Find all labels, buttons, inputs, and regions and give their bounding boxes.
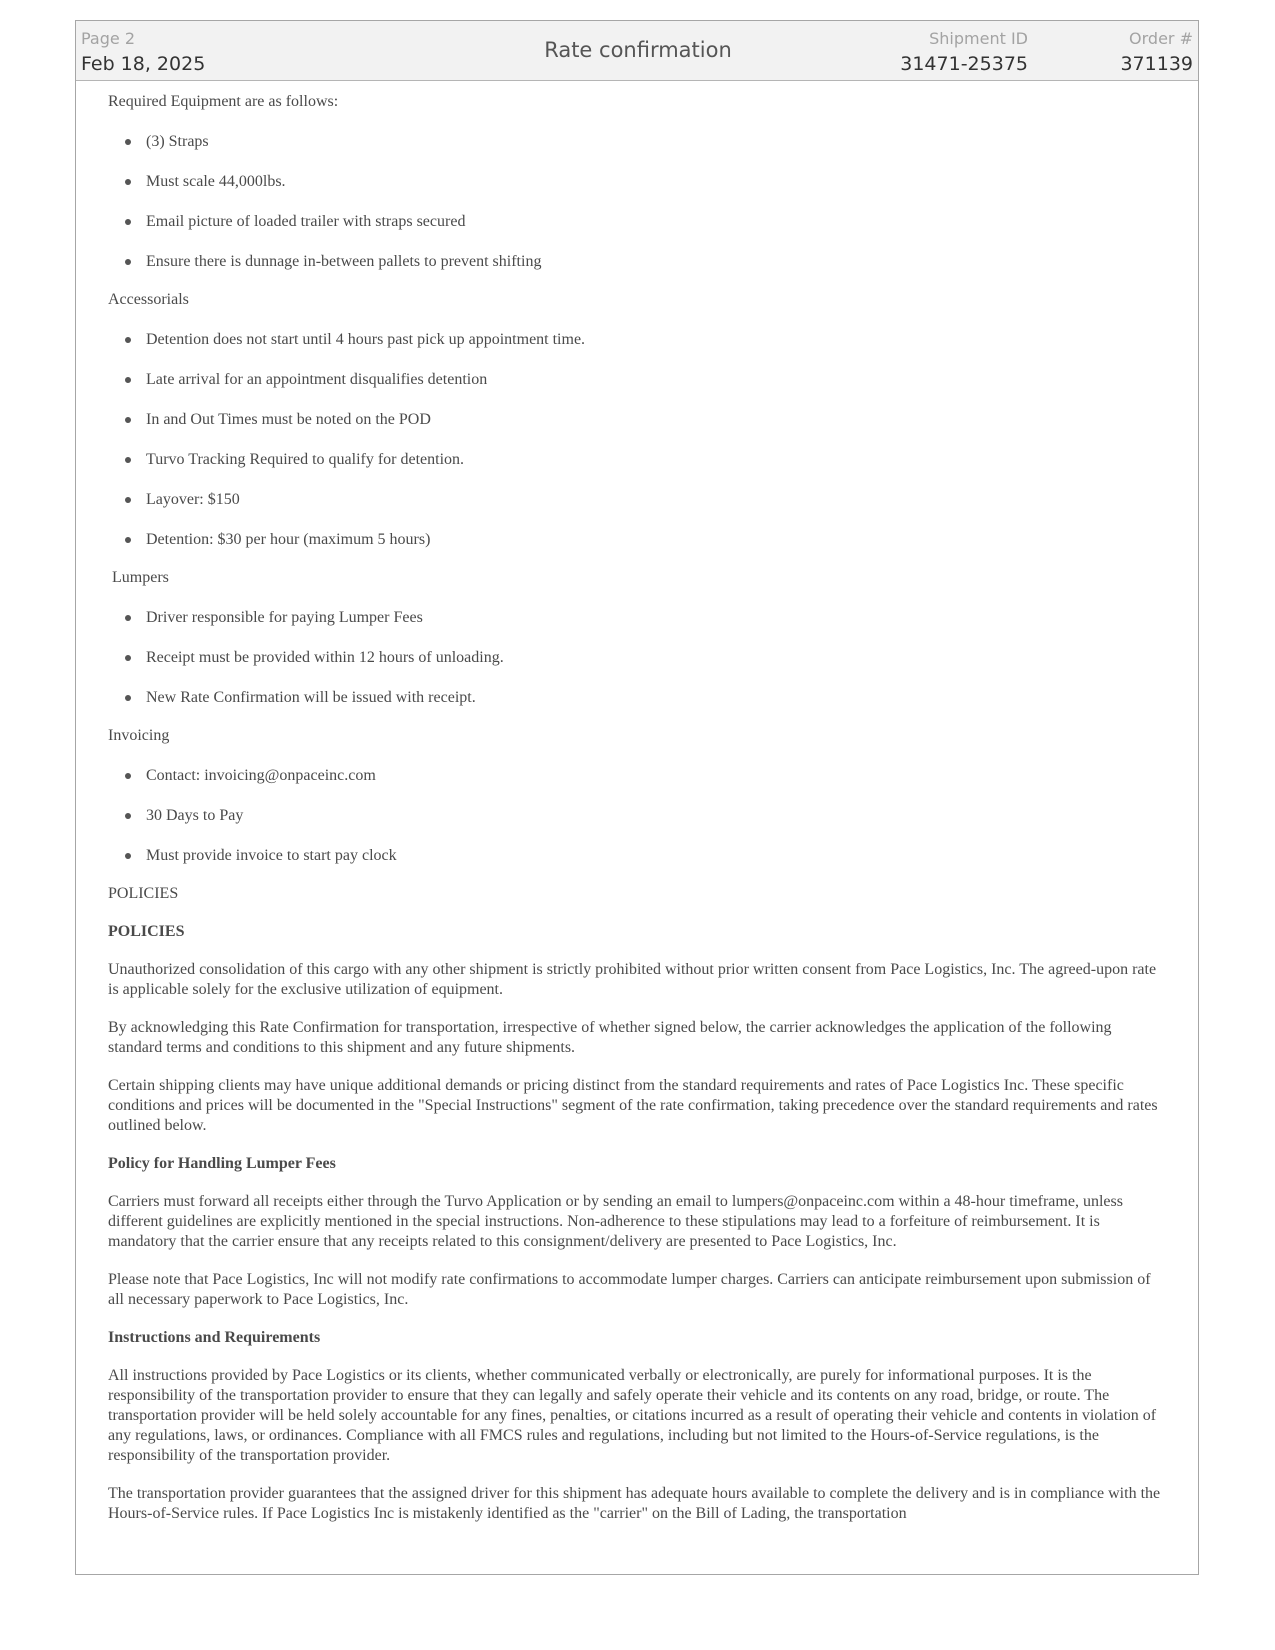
invoicing-heading: Invoicing: [108, 727, 170, 744]
page-label: Page 2: [81, 29, 135, 48]
bullet-icon: [125, 417, 131, 423]
lumper-policy-heading: Policy for Handling Lumper Fees: [108, 1155, 336, 1172]
bullet-icon: [125, 773, 131, 779]
bullet-icon: [125, 337, 131, 343]
page-title: Rate confirmation: [544, 38, 732, 62]
policies-heading-plain: POLICIES: [108, 885, 179, 902]
list-item: Driver responsible for paying Lumper Fees: [108, 608, 1168, 628]
list-item: Must provide invoice to start pay clock: [108, 846, 1168, 866]
policy-paragraph-consolidation: Unauthorized consolidation of this cargo with any other shipment is strictly prohibited without prior written consent from Pace Logistics, Inc. The agreed-upon rate is applicable solely for the exclusive utilization of equipment.: [108, 961, 1157, 998]
bullet-icon: [125, 219, 131, 225]
bullet-icon: [125, 139, 131, 145]
document-body: [76, 81, 1198, 1524]
equipment-list: [108, 132, 1168, 272]
policy-paragraph-acknowledgement: By acknowledging this Rate Confirmation for transportation, irrespective of whether signed below, the carrier acknowledges the application of the following standard terms and conditions to this shipment and any future shipments.: [108, 1019, 1112, 1056]
list-item: (3) Straps: [108, 132, 1168, 152]
list-item: Layover: $150: [108, 490, 1168, 510]
list-item: Detention does not start until 4 hours past pick up appointment time.: [108, 330, 1168, 350]
shipment-id-value: 31471-25375: [900, 53, 1028, 75]
instructions-heading: Instructions and Requirements: [108, 1329, 321, 1346]
bullet-icon: [125, 179, 131, 185]
instructions-paragraph-compliance: All instructions provided by Pace Logistics or its clients, whether communicated verbally or electronically, are purely for informational purposes. It is the responsibility of the transportation provider to ensure that they can legally and safely operate their vehicle and its contents on any road, bridge, or route. The transportation provider will be held solely accountable for any fines, penalties, or citations incurred as a result of operating their vehicle and contents in violation of any regulations, laws, or ordinances. Compliance with all FMCS rules and regulations, including but not limited to the Hours-of-Service regulations, is the responsibility of the transportation provider.: [108, 1367, 1157, 1464]
lumper-policy-paragraph-receipts: Carriers must forward all receipts either through the Turvo Application or by sending an email to lumpers@onpaceinc.com within a 48-hour timeframe, unless different guidelines are explicitly mentioned in the special instructions. Non-adherence to these stipulations may lead to a forfeiture of reimbursement. It is mandatory that the carrier ensure that any receipts related to this consignment/delivery are presented to Pace Logistics, Inc.: [108, 1193, 1123, 1250]
list-item: Receipt must be provided within 12 hours of unloading.: [108, 648, 1168, 668]
bullet-icon: [125, 615, 131, 621]
accessorials-heading: Accessorials: [108, 291, 189, 308]
policy-paragraph-special-instructions: Certain shipping clients may have unique additional demands or pricing distinct from the standard requirements and rates of Pace Logistics Inc. These specific conditions and prices will be documented in the "Special Instructions" segment of the rate confirmation, taking precedence over the standard requirements and rates outlined below.: [108, 1077, 1158, 1134]
policies-heading: POLICIES: [108, 923, 185, 940]
order-number-label: Order #: [1129, 29, 1193, 48]
lumpers-heading: Lumpers: [112, 569, 169, 586]
page-header: [76, 21, 1198, 81]
bullet-icon: [125, 457, 131, 463]
bullet-icon: [125, 259, 131, 265]
bullet-icon: [125, 497, 131, 503]
list-item: Turvo Tracking Required to qualify for detention.: [108, 450, 1168, 470]
list-item: 30 Days to Pay: [108, 806, 1168, 826]
list-item: Must scale 44,000lbs.: [108, 172, 1168, 192]
document-date: Feb 18, 2025: [81, 53, 206, 75]
lumper-policy-paragraph-reimbursement: Please note that Pace Logistics, Inc will not modify rate confirmations to accommodate lumper charges. Carriers can anticipate reimbursement upon submission of all necessary paperwork to Pace Logistics, Inc.: [108, 1271, 1151, 1308]
bullet-icon: [125, 655, 131, 661]
bullet-icon: [125, 853, 131, 859]
bullet-icon: [125, 813, 131, 819]
list-item: Ensure there is dunnage in-between pallets to prevent shifting: [108, 252, 1168, 272]
bullet-icon: [125, 537, 131, 543]
instructions-paragraph-hours-of-service: The transportation provider guarantees that the assigned driver for this shipment has adequate hours available to complete the delivery and is in compliance with the Hours-of-Service rules. If Pace Logistics Inc is mistakenly identified as the "carrier" on the Bill of Lading, the transportation: [108, 1485, 1161, 1522]
lumpers-list: [108, 608, 1168, 708]
list-item: New Rate Confirmation will be issued with receipt.: [108, 688, 1168, 708]
order-number-value: 371139: [1120, 53, 1193, 75]
list-item: In and Out Times must be noted on the POD: [108, 410, 1168, 430]
document-frame: [75, 20, 1199, 1575]
list-item: Detention: $30 per hour (maximum 5 hours): [108, 530, 1168, 550]
bullet-icon: [125, 377, 131, 383]
invoicing-list: [108, 766, 1168, 866]
bullet-icon: [125, 695, 131, 701]
list-item: Email picture of loaded trailer with straps secured: [108, 212, 1168, 232]
list-item: Contact: invoicing@onpaceinc.com: [108, 766, 1168, 786]
equipment-heading: Required Equipment are as follows:: [108, 93, 339, 110]
list-item: Late arrival for an appointment disqualifies detention: [108, 370, 1168, 390]
shipment-id-label: Shipment ID: [929, 29, 1028, 48]
accessorials-list: [108, 330, 1168, 550]
